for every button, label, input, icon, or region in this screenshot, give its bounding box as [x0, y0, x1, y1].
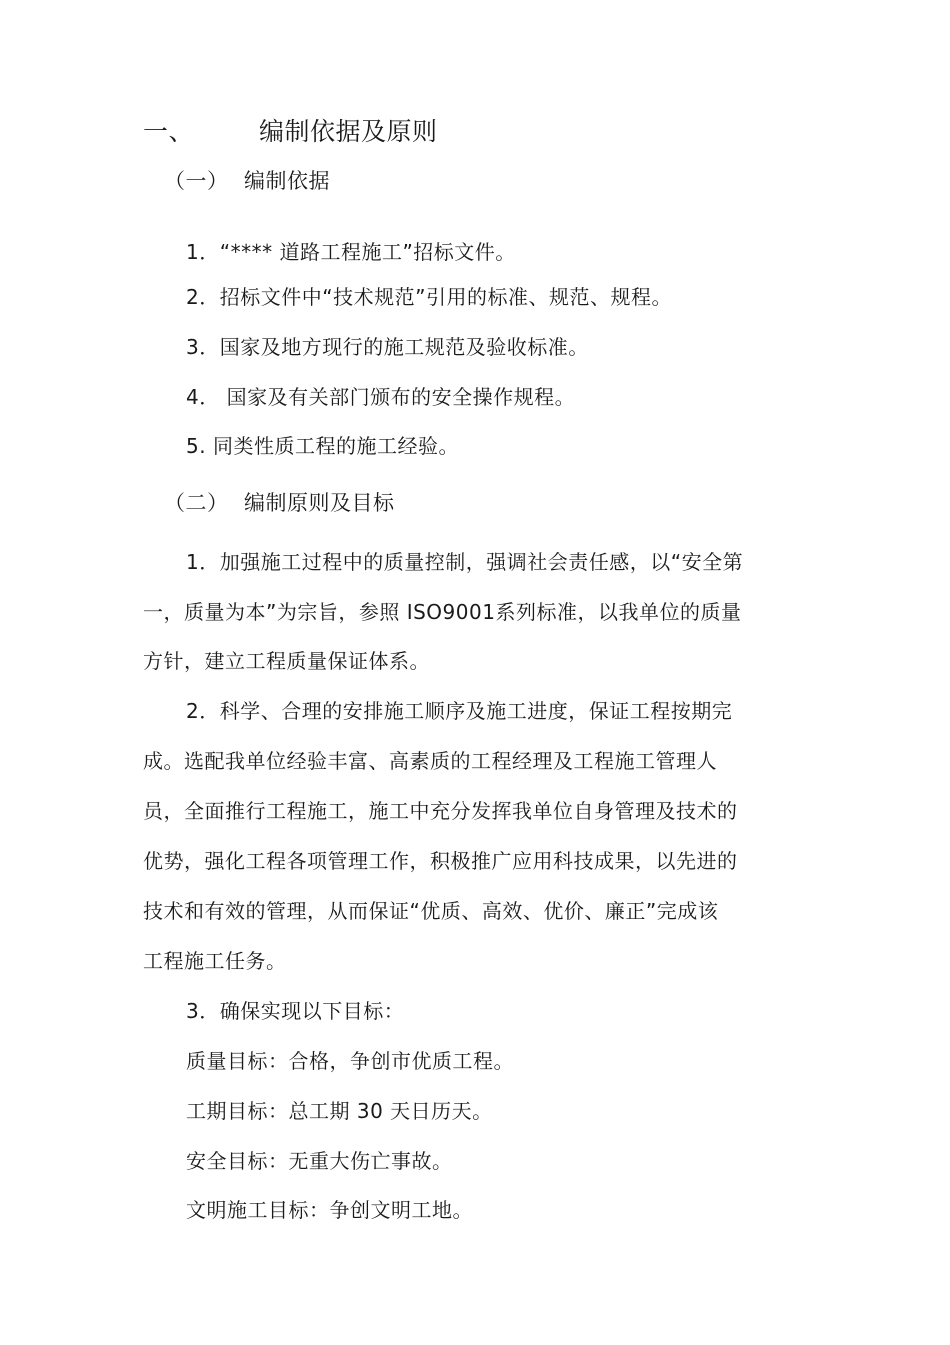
paragraph-line: 2．科学、合理的安排施工顺序及施工进度，保证工程按期完 [186, 699, 733, 723]
paragraph-line: 成。选配我单位经验丰富、高素质的工程经理及工程施工管理人 [143, 749, 717, 773]
paragraph-line: 员，全面推行工程施工，施工中充分发挥我单位自身管理及技术的 [143, 799, 738, 823]
paragraph-line: 一，质量为本”为宗旨，参照 ISO9001系列标准，以我单位的质量 [143, 600, 742, 624]
basis-item: 2．招标文件中“技术规范”引用的标准、规范、规程。 [186, 285, 672, 309]
paragraph-line: 优势，强化工程各项管理工作，积极推广应用科技成果，以先进的 [143, 849, 738, 873]
paragraph-line: 技术和有效的管理，从而保证“优质、高效、优价、廉正”完成该 [143, 899, 719, 923]
section-number: 一、 [143, 117, 195, 146]
paragraph-line: 工程施工任务。 [143, 949, 287, 973]
paragraph-line: 3．确保实现以下目标： [186, 999, 405, 1023]
basis-item: 4． 国家及有关部门颁布的安全操作规程。 [186, 385, 576, 409]
basis-item: 5. 同类性质工程的施工经验。 [186, 434, 459, 458]
subsection-number: （二） [164, 491, 229, 515]
section-title: 编制依据及原则 [259, 117, 438, 146]
subsection-title: 编制依据 [244, 169, 330, 193]
goal-item: 质量目标：合格，争创市优质工程。 [186, 1049, 514, 1073]
paragraph-line: 方针，建立工程质量保证体系。 [143, 649, 430, 673]
basis-item: 1．“**** 道路工程施工”招标文件。 [186, 240, 516, 264]
goal-item: 工期目标：总工期 30 天日历天。 [186, 1099, 493, 1123]
subsection-title: 编制原则及目标 [244, 491, 395, 515]
basis-item: 3．国家及地方现行的施工规范及验收标准。 [186, 335, 589, 359]
subsection-number: （一） [164, 169, 229, 193]
paragraph-line: 1．加强施工过程中的质量控制，强调社会责任感，以“安全第 [186, 550, 744, 574]
goal-item: 文明施工目标：争创文明工地。 [186, 1198, 473, 1222]
goal-item: 安全目标：无重大伤亡事故。 [186, 1149, 453, 1173]
